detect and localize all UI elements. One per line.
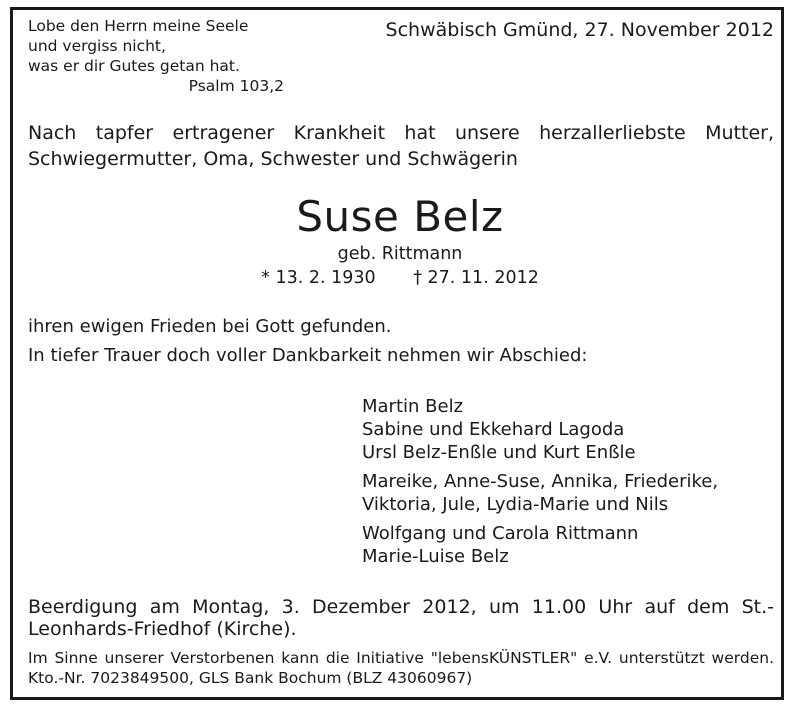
intro-text: Nach tapfer ertragener Krankheit hat unsere herzallerliebste Mutter, Schwiegermutter, Oma, Schwester und Schwägerin	[28, 122, 774, 170]
verse-line: was er dir Gutes getan hat.	[28, 57, 240, 75]
mourner-group-grandchildren	[362, 470, 718, 516]
verse-line: und vergiss nicht,	[28, 37, 166, 55]
peace-text: ihren ewigen Frieden bei Gott gefunden.	[28, 316, 392, 337]
mourner-line: Wolfgang und Carola Rittmann	[362, 523, 639, 544]
mourners-list	[362, 395, 718, 574]
deceased-name: Suse Belz	[296, 192, 504, 241]
mourner-line: Ursl Belz-Enßle und Kurt Enßle	[362, 442, 636, 463]
mourner-line: Viktoria, Jule, Lydia-Marie und Nils	[362, 494, 669, 515]
death-date: † 27. 11. 2012	[413, 268, 539, 288]
verse-reference: Psalm 103,2	[188, 77, 284, 95]
mourner-line: Mareike, Anne-Suse, Annika, Friederike,	[362, 471, 719, 492]
mourner-line: Martin Belz	[362, 396, 464, 417]
birth-name: geb. Rittmann	[337, 244, 463, 264]
funeral-info: Beerdigung am Montag, 3. Dezember 2012, um 11.00 Uhr auf dem St.-Leonhards-Friedhof (Kirche).	[28, 596, 774, 640]
verse-line: Lobe den Herrn meine Seele	[28, 17, 249, 35]
farewell-text: In tiefer Trauer doch voller Dankbarkeit nehmen wir Abschied:	[28, 345, 588, 366]
life-dates	[0, 268, 800, 288]
mourner-line: Sabine und Ekkehard Lagoda	[362, 419, 625, 440]
mourner-line: Marie-Luise Belz	[362, 546, 509, 567]
birth-date: * 13. 2. 1930	[261, 268, 376, 288]
donation-note: Im Sinne unserer Verstorbenen kann die Initiative "lebensKÜNSTLER" e.V. unterstützt werden. Kto.-Nr. 7023849500, GLS Bank Bochum (BLZ 43060967)	[28, 649, 774, 687]
bible-verse	[28, 16, 284, 96]
mourner-group-children	[362, 395, 718, 464]
mourner-group-siblings	[362, 522, 718, 568]
place-and-date: Schwäbisch Gmünd, 27. November 2012	[385, 19, 774, 41]
